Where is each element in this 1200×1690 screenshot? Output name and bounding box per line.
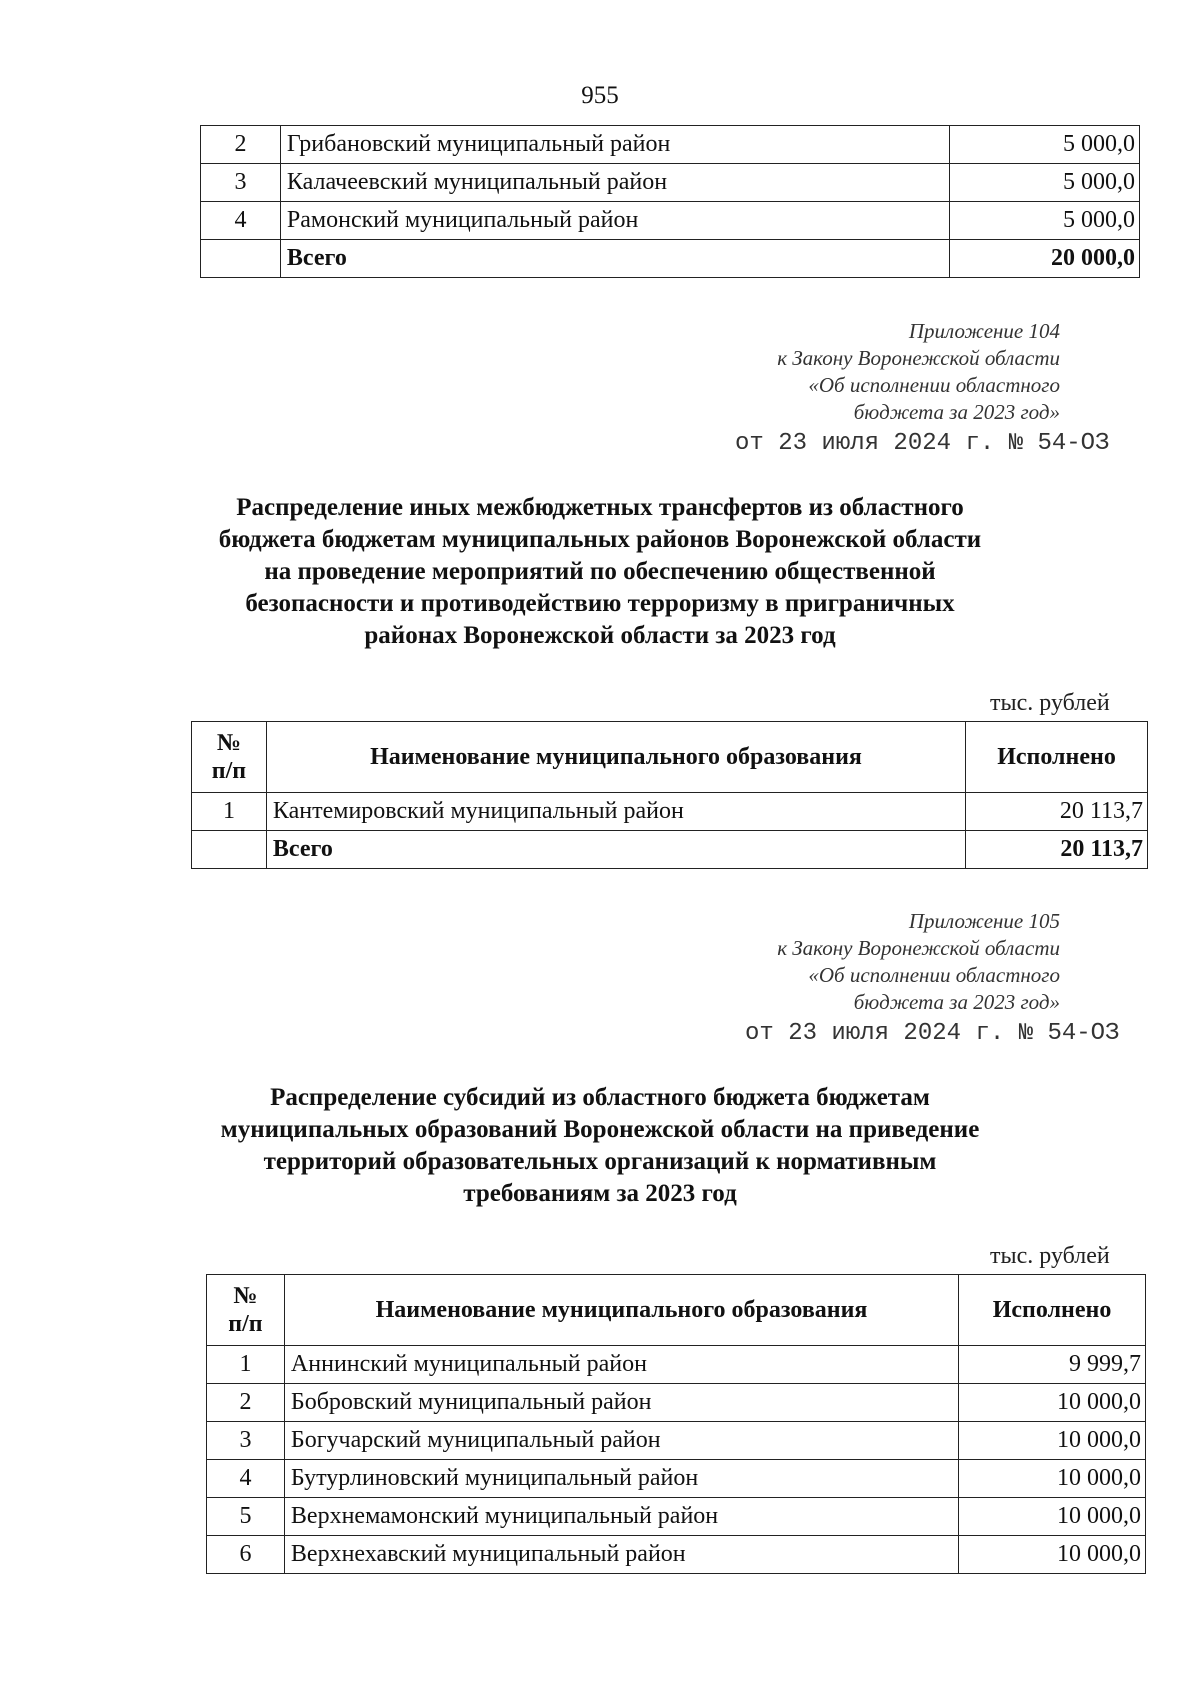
municipality-name: Грибановский муниципальный район (280, 126, 949, 164)
total-amount: 20 000,0 (950, 240, 1140, 278)
annex-law-name-line: бюджета за 2023 год» (853, 400, 1060, 424)
row-number (192, 831, 267, 869)
continuation-table (200, 125, 1140, 278)
title-line: бюджета бюджетам муниципальных районов Воронежской области (218, 526, 982, 553)
row-number: 2 (201, 126, 281, 164)
row-number: 4 (207, 1460, 285, 1498)
annex-law-name-line: «Об исполнении областного (808, 373, 1060, 397)
table-row (207, 1536, 1146, 1574)
section-105-table (206, 1274, 1146, 1574)
annex-law-line: к Закону Воронежской области (777, 346, 1060, 370)
municipality-name: Богучарский муниципальный район (284, 1422, 958, 1460)
page-number: 955 (581, 82, 619, 109)
municipality-name: Калачеевский муниципальный район (280, 164, 949, 202)
amount: 5 000,0 (950, 164, 1140, 202)
table-row (207, 1460, 1146, 1498)
row-number: 1 (207, 1346, 285, 1384)
row-number (201, 240, 281, 278)
annex-105-header (777, 908, 1060, 1016)
row-number: 3 (201, 164, 281, 202)
decree-105: от 23 июля 2024 г. № 54-ОЗ (745, 1020, 1120, 1047)
total-label: Всего (266, 831, 965, 869)
municipality-name: Верхнемамонский муниципальный район (284, 1498, 958, 1536)
table-row (207, 1384, 1146, 1422)
title-line: Распределение субсидий из областного бюджета бюджетам (270, 1084, 930, 1111)
section-105-title (0, 1082, 1200, 1210)
row-number: 6 (207, 1536, 285, 1574)
amount: 10 000,0 (959, 1536, 1146, 1574)
annex-title: Приложение 105 (908, 909, 1060, 933)
title-line: территорий образовательных организаций к нормативным (263, 1148, 937, 1175)
num-column-header: № п/п (192, 722, 267, 793)
row-number: 4 (201, 202, 281, 240)
annex-law-line: к Закону Воронежской области (777, 936, 1060, 960)
amount: 20 113,7 (966, 793, 1148, 831)
municipality-name: Бобровский муниципальный район (284, 1384, 958, 1422)
title-line: требованиям за 2023 год (463, 1180, 737, 1207)
municipality-name: Рамонский муниципальный район (280, 202, 949, 240)
annex-law-name-line: «Об исполнении областного (808, 963, 1060, 987)
municipality-name: Аннинский муниципальный район (284, 1346, 958, 1384)
section-104-table (191, 721, 1148, 869)
annex-title: Приложение 104 (908, 319, 1060, 343)
title-line: Распределение иных межбюджетных трансфертов из областного (236, 494, 964, 521)
amount: 9 999,7 (959, 1346, 1146, 1384)
table-row (201, 126, 1140, 164)
table-row (207, 1422, 1146, 1460)
table-row (201, 202, 1140, 240)
row-number: 5 (207, 1498, 285, 1536)
total-row (192, 831, 1148, 869)
amount: 5 000,0 (950, 202, 1140, 240)
decree-104: от 23 июля 2024 г. № 54-ОЗ (735, 430, 1110, 457)
table-row (201, 164, 1140, 202)
municipality-name: Бутурлиновский муниципальный район (284, 1460, 958, 1498)
title-line: безопасности и противодействию терроризму в приграничных (245, 590, 955, 617)
amount: 10 000,0 (959, 1460, 1146, 1498)
title-line: районах Воронежской области за 2023 год (364, 622, 836, 649)
municipality-name: Верхнехавский муниципальный район (284, 1536, 958, 1574)
value-column-header: Исполнено (966, 722, 1148, 793)
value-column-header: Исполнено (959, 1275, 1146, 1346)
section-104-title (0, 492, 1200, 652)
row-number: 2 (207, 1384, 285, 1422)
total-label: Всего (280, 240, 949, 278)
title-line: на проведение мероприятий по обеспечению общественной (264, 558, 936, 585)
row-number: 3 (207, 1422, 285, 1460)
annex-104-header (777, 318, 1060, 426)
total-amount: 20 113,7 (966, 831, 1148, 869)
table-header-row (192, 722, 1148, 793)
title-line: муниципальных образований Воронежской области на приведение (220, 1116, 980, 1143)
units-label: тыс. рублей (990, 690, 1110, 716)
name-column-header: Наименование муниципального образования (266, 722, 965, 793)
total-row (201, 240, 1140, 278)
name-column-header: Наименование муниципального образования (284, 1275, 958, 1346)
amount: 10 000,0 (959, 1498, 1146, 1536)
row-number: 1 (192, 793, 267, 831)
municipality-name: Кантемировский муниципальный район (266, 793, 965, 831)
table-row (207, 1498, 1146, 1536)
table-row (207, 1346, 1146, 1384)
amount: 10 000,0 (959, 1422, 1146, 1460)
amount: 10 000,0 (959, 1384, 1146, 1422)
units-label: тыс. рублей (990, 1243, 1110, 1269)
table-header-row (207, 1275, 1146, 1346)
num-column-header: № п/п (207, 1275, 285, 1346)
amount: 5 000,0 (950, 126, 1140, 164)
table-row (192, 793, 1148, 831)
annex-law-name-line: бюджета за 2023 год» (853, 990, 1060, 1014)
